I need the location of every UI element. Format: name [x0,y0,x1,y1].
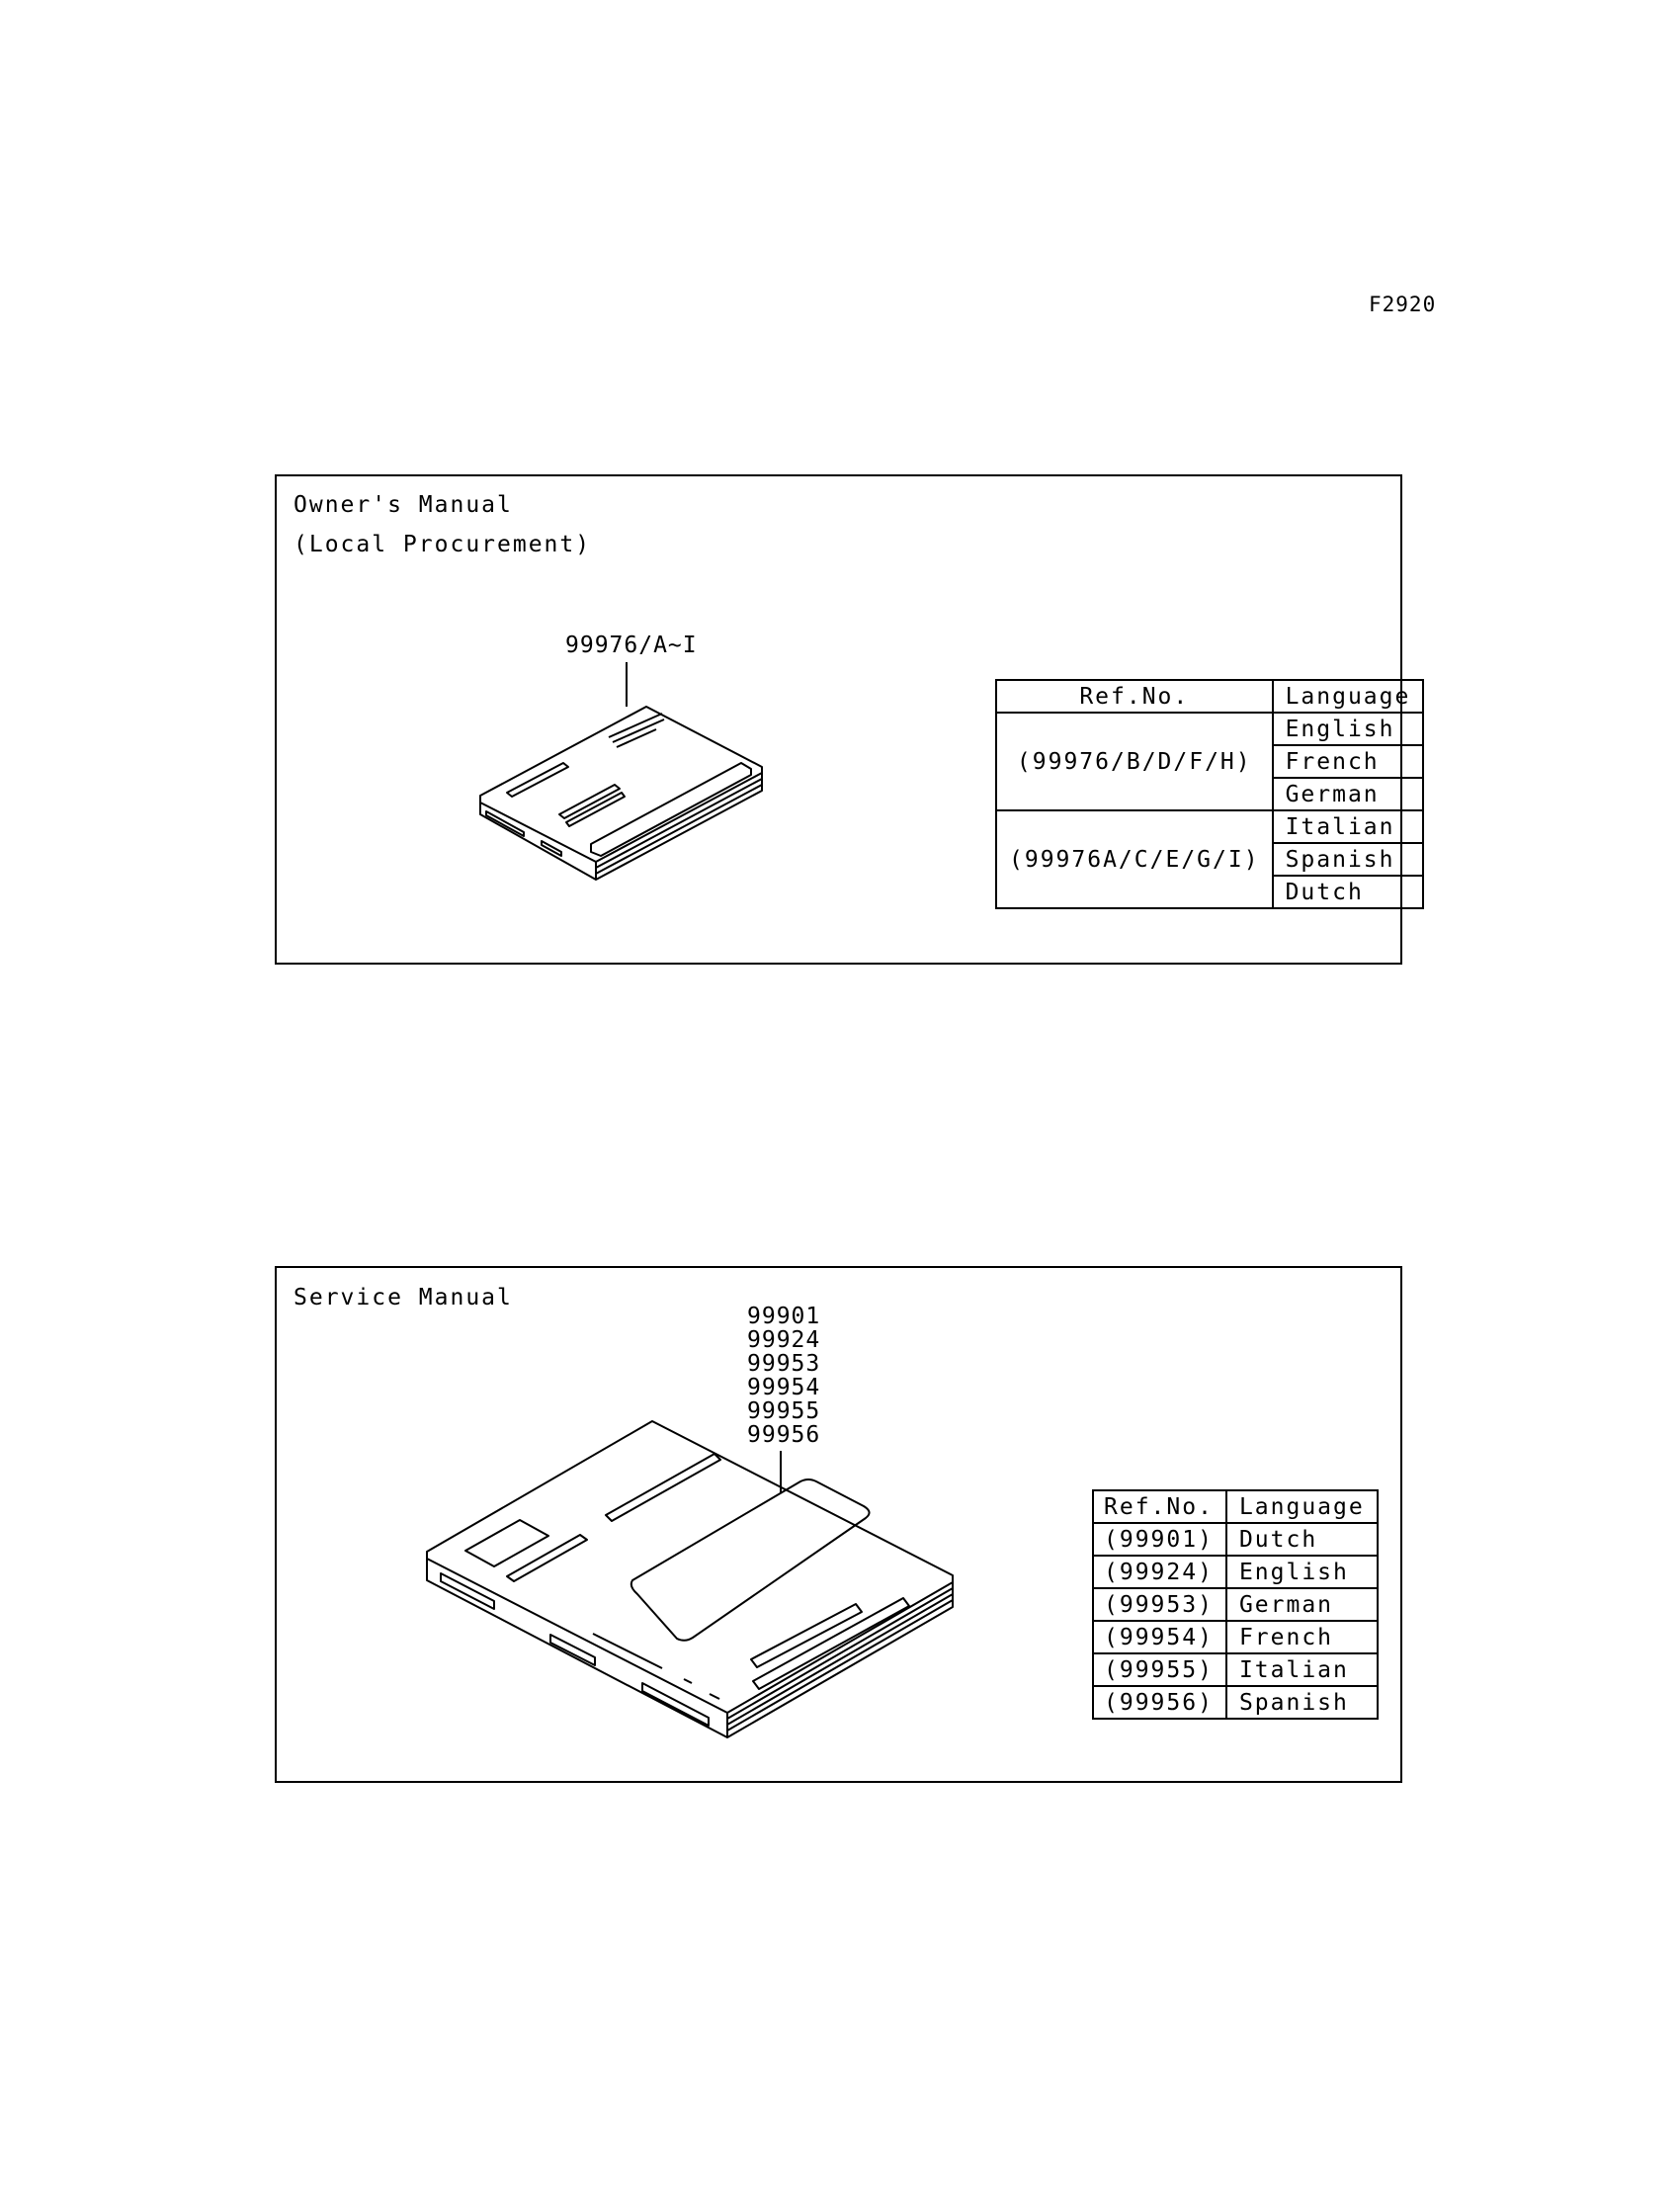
ref-number-cell: (99953) [1093,1588,1226,1621]
ref-number-cell: (99955) [1093,1653,1226,1686]
table-row [1093,1653,1378,1686]
language-cell: English [1226,1556,1378,1588]
callout-label: 99953 [747,1351,821,1377]
owner-manual-callout: 99976/A~I [565,633,698,658]
table-row [1093,1556,1378,1588]
table-row [1093,1523,1378,1556]
table-header-ref: Ref.No. [1093,1490,1226,1523]
owner-manual-title: Owner's Manual [294,492,513,518]
service-manual-panel [275,1266,1402,1783]
owner-manual-panel [275,474,1411,965]
table-header-ref: Ref.No. [996,680,1273,713]
table-row [1093,1686,1378,1719]
language-cell: English [1273,713,1424,745]
ref-number-cell: (99976/B/D/F/H) [996,713,1273,810]
callout-label: 99924 [747,1327,821,1353]
table-row [996,810,1423,843]
table-header-language: Language [1226,1490,1378,1523]
service-manual-ref-table [1092,1489,1379,1720]
callout-label: 99956 [747,1422,821,1448]
language-cell: Spanish [1226,1686,1378,1719]
language-cell: French [1226,1621,1378,1653]
ref-number-cell: (99976A/C/E/G/I) [996,810,1273,908]
language-cell: Spanish [1273,843,1424,876]
table-row [996,713,1423,745]
callout-label: 99954 [747,1375,821,1400]
callout-label: 99955 [747,1398,821,1424]
language-cell: German [1226,1588,1378,1621]
table-header-row [1093,1490,1378,1523]
ref-number-cell: (99901) [1093,1523,1226,1556]
table-header-row [996,680,1423,713]
owner-manual-ref-table [995,679,1424,909]
service-manual-title: Service Manual [294,1285,513,1310]
ref-number-cell: (99956) [1093,1686,1226,1719]
ref-number-cell: (99924) [1093,1556,1226,1588]
language-cell: Italian [1226,1653,1378,1686]
table-row [1093,1621,1378,1653]
table-header-language: Language [1273,680,1424,713]
callout-label: 99901 [747,1304,821,1329]
language-cell: Dutch [1226,1523,1378,1556]
language-cell: Italian [1273,810,1424,843]
language-cell: Dutch [1273,876,1424,908]
language-cell: German [1273,778,1424,810]
ref-number-cell: (99954) [1093,1621,1226,1653]
figure-code: F2920 [1369,293,1437,316]
owner-manual-subtitle: (Local Procurement) [294,532,592,557]
table-row [1093,1588,1378,1621]
language-cell: French [1273,745,1424,778]
